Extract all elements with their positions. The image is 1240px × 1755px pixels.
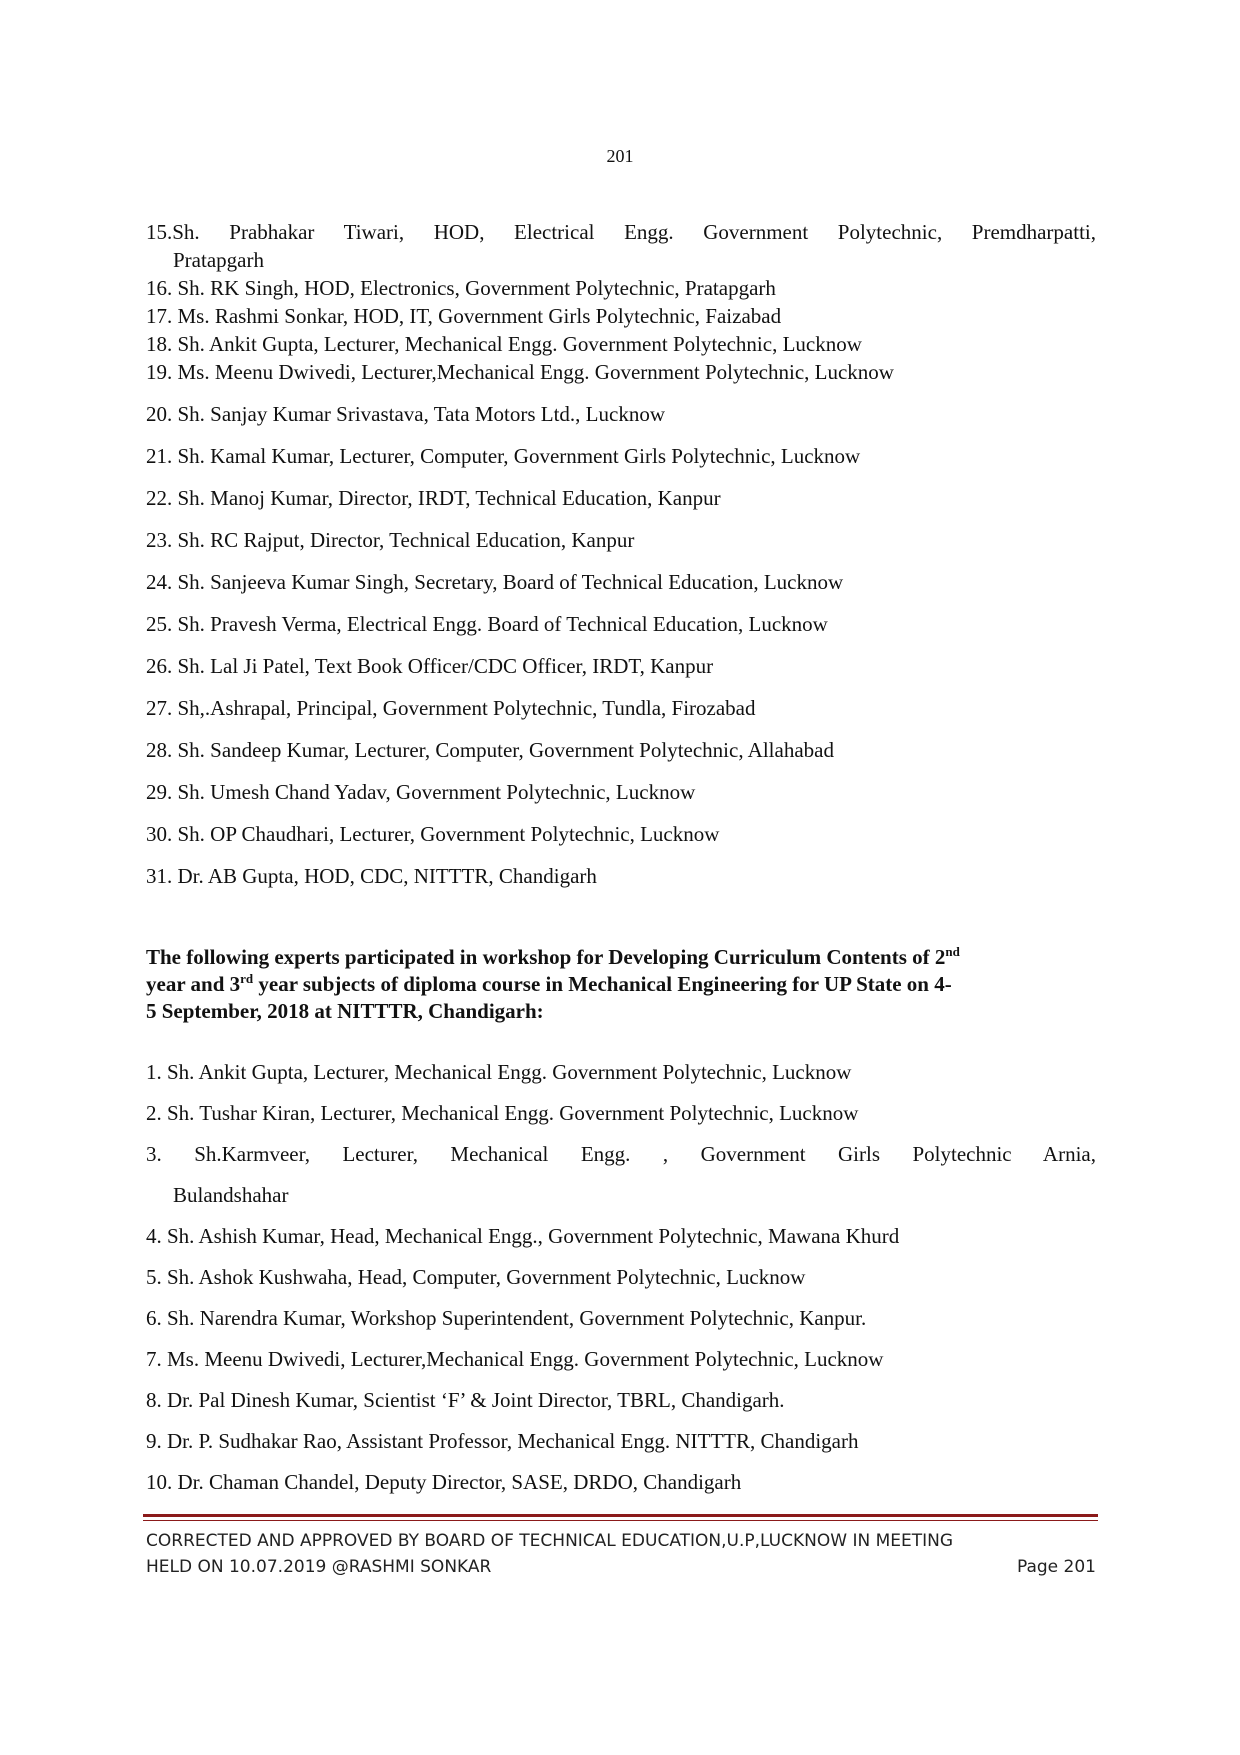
footer-divider-thin [143,1520,1098,1521]
page-number: 201 [606,146,634,166]
list-item: 1. Sh. Ankit Gupta, Lecturer, Mechanical Engg. Government Polytechnic, Lucknow [146,1060,852,1084]
list-item: 27. Sh,.Ashrapal, Principal, Government Polytechnic, Tundla, Firozabad [146,696,756,720]
list-item: 24. Sh. Sanjeeva Kumar Singh, Secretary, Board of Technical Education, Lucknow [146,570,844,594]
page-footer [146,1528,1096,1580]
list-item: 31. Dr. AB Gupta, HOD, CDC, NITTTR, Chandigarh [146,864,597,888]
participants-list-2 [146,1058,1096,1509]
list-item: 4. Sh. Ashish Kumar, Head, Mechanical Engg., Government Polytechnic, Mawana Khurd [146,1224,900,1248]
list-item: 3. Sh.Karmveer, Lecturer, Mechanical Engg. , Government Girls Polytechnic Arnia, Bulandshahar [146,1142,1096,1207]
footer-line-2: HELD ON 10.07.2019 @RASHMI SONKAR [146,1557,492,1577]
section-heading: The following experts participated in workshop for Developing Curriculum Contents of 2nd year and 3rd year subjects of diploma course in Mechanical Engineering for UP State on 4- 5 September, 2018 at NITTTR, Chandigarh: [146,944,960,1023]
list-item: 17. Ms. Rashmi Sonkar, HOD, IT, Government Girls Polytechnic, Faizabad [146,304,782,328]
footer-line-1: CORRECTED AND APPROVED BY BOARD OF TECHNICAL EDUCATION,U.P,LUCKNOW IN MEETING [146,1531,954,1551]
list-item: 10. Dr. Chaman Chandel, Deputy Director, SASE, DRDO, Chandigarh [146,1470,742,1494]
list-item: 2. Sh. Tushar Kiran, Lecturer, Mechanical Engg. Government Polytechnic, Lucknow [146,1101,859,1125]
list-item: 21. Sh. Kamal Kumar, Lecturer, Computer, Government Girls Polytechnic, Lucknow [146,444,861,468]
list-item: 28. Sh. Sandeep Kumar, Lecturer, Computer, Government Polytechnic, Allahabad [146,738,834,762]
participants-list-1 [146,218,1096,904]
list-item: 26. Sh. Lal Ji Patel, Text Book Officer/CDC Officer, IRDT, Kanpur [146,654,714,678]
list-item: 15.Sh. Prabhakar Tiwari, HOD, Electrical Engg. Government Polytechnic, Premdharpatti, Pratapgarh [146,220,1096,272]
list-item: 19. Ms. Meenu Dwivedi, Lecturer,Mechanical Engg. Government Polytechnic, Lucknow [146,360,894,384]
list-item: 22. Sh. Manoj Kumar, Director, IRDT, Technical Education, Kanpur [146,486,721,510]
list-item: 23. Sh. RC Rajput, Director, Technical Education, Kanpur [146,528,635,552]
list-item: 18. Sh. Ankit Gupta, Lecturer, Mechanical Engg. Government Polytechnic, Lucknow [146,332,862,356]
list-item: 20. Sh. Sanjay Kumar Srivastava, Tata Motors Ltd., Lucknow [146,402,665,426]
list-item: 6. Sh. Narendra Kumar, Workshop Superintendent, Government Polytechnic, Kanpur. [146,1306,867,1330]
list-item: 5. Sh. Ashok Kushwaha, Head, Computer, Government Polytechnic, Lucknow [146,1265,806,1289]
footer-page-label: Page 201 [1016,1557,1096,1577]
list-item: 29. Sh. Umesh Chand Yadav, Government Polytechnic, Lucknow [146,780,696,804]
footer-divider [143,1514,1098,1517]
list-item: 16. Sh. RK Singh, HOD, Electronics, Government Polytechnic, Pratapgarh [146,276,776,300]
list-item: 9. Dr. P. Sudhakar Rao, Assistant Professor, Mechanical Engg. NITTTR, Chandigarh [146,1429,859,1453]
list-item: 30. Sh. OP Chaudhari, Lecturer, Government Polytechnic, Lucknow [146,822,720,846]
list-item: 25. Sh. Pravesh Verma, Electrical Engg. Board of Technical Education, Lucknow [146,612,828,636]
list-item: 7. Ms. Meenu Dwivedi, Lecturer,Mechanical Engg. Government Polytechnic, Lucknow [146,1347,884,1371]
list-item: 8. Dr. Pal Dinesh Kumar, Scientist ‘F’ & Joint Director, TBRL, Chandigarh. [146,1388,785,1412]
